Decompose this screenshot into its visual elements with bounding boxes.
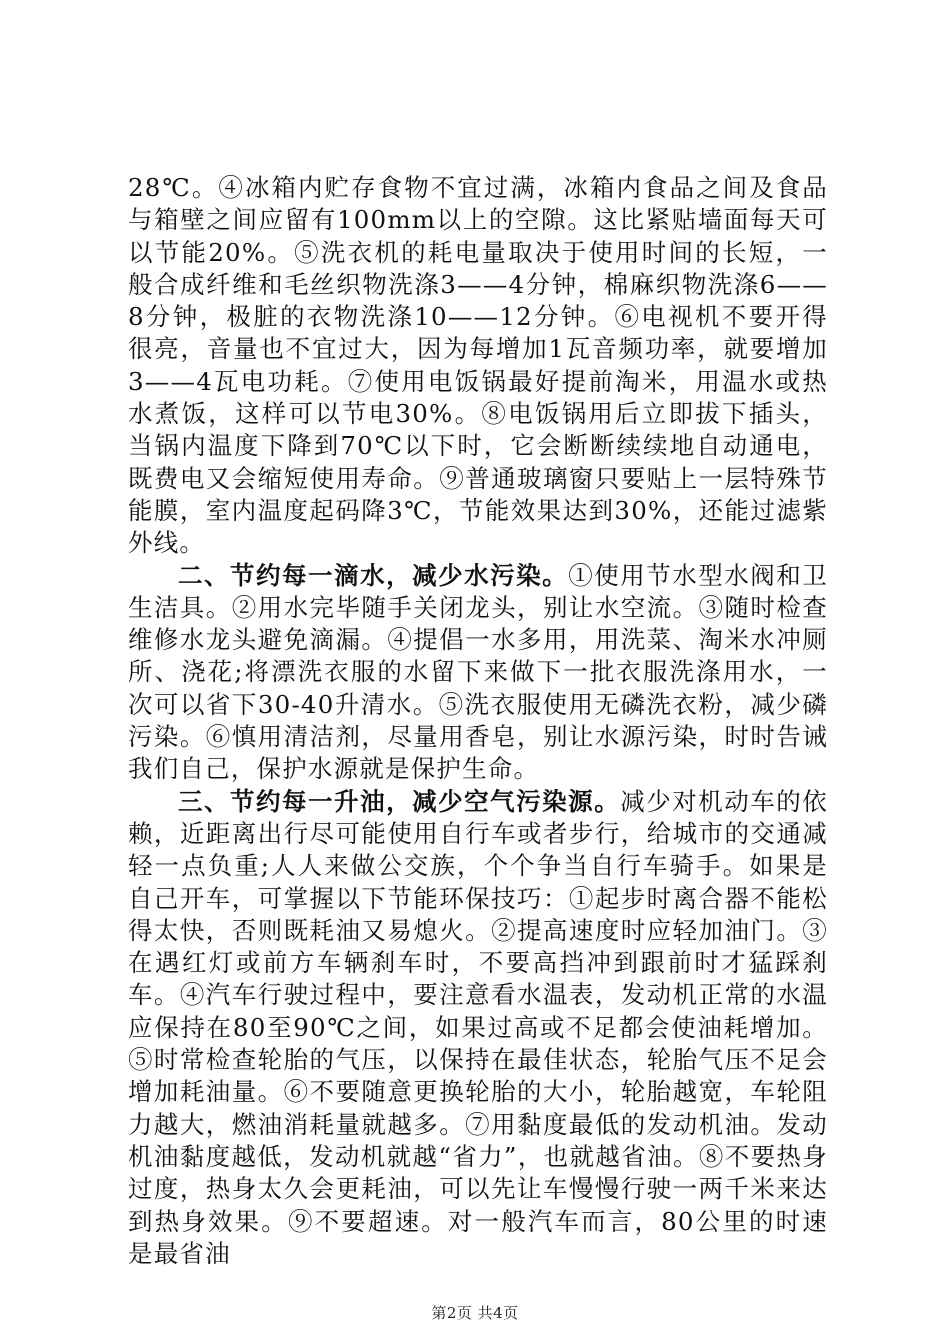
paragraph-text: ①使用节水型水阀和卫生洁具。②用水完毕随手关闭龙头，别让水空流。③随时检查维修水龙头避免滴漏。④提倡一水多用，用洗菜、淘米水冲厕所、浇花;将漂洗衣服的水留下来做下一批衣服洗涤用水，一次可以省下30-40升清水。⑤洗衣服使用无磷洗衣粉，减少磷污染。⑥慎用清洁剂，尽量用香皂，别让水源污染，时时告诫我们自己，保护水源就是保护生命。 [128,560,828,784]
page-number-footer: 第2页 共4页 [431,1304,519,1322]
paragraph-save-fuel [128,786,828,1270]
paragraph-text: 28℃。④冰箱内贮存食物不宜过满，冰箱内食品之间及食品与箱壁之间应留有100mm以上的空隙。这比紧贴墙面每天可以节能20%。⑤洗衣机的耗电量取决于使用时间的长短，一般合成纤维和毛丝织物洗涤3——4分钟，棉麻织物洗涤6——8分钟，极脏的衣物洗涤10——12分钟。⑥电视机不要开得很亮，音量也不宜过大，因为每增加1瓦音频功率，就要增加3——4瓦电功耗。⑦使用电饭锅最好提前淘米，用温水或热水煮饭，这样可以节电30%。⑧电饭锅用后立即拔下插头，当锅内温度下降到70℃以下时，它会断断续续地自动通电，既费电又会缩短使用寿命。⑨普通玻璃窗只要贴上一层特殊节能膜，室内温度起码降3℃，节能效果达到30%，还能过滤紫外线。 [128,173,828,558]
document-body [128,172,828,1270]
paragraph-text: 减少对机动车的依赖，近距离出行尽可能使用自行车或者步行，给城市的交通减轻一点负重;人人来做公交族，个个争当自行车骑手。如果是自己开车，可掌握以下节能环保技巧：①起步时离合器不能松得太快，否则既耗油又易熄火。②提高速度时应轻加油门。③在遇红灯或前方车辆刹车时，不要高挡冲到跟前时才猛踩刹车。④汽车行驶过程中，要注意看水温表，发动机正常的水温应保持在80至90℃之间，如果过高或不足都会使油耗增加。⑤时常检查轮胎的气压，以保持在最佳状态，轮胎气压不足会增加耗油量。⑥不要随意更换轮胎的大小，轮胎越宽，车轮阻力越大，燃油消耗量就越多。⑦用黏度最低的发动机油。发动机油黏度越低，发动机就越“省力”，也就越省油。⑧不要热身过度，热身太久会更耗油，可以先让车慢慢行驶一两千米来达到热身效果。⑨不要超速。对一般汽车而言，80公里的时速是最省油 [128,786,828,1268]
paragraph-save-water [128,560,828,786]
section-heading-fuel: 三、节约每一升油，减少空气污染源。 [178,786,621,816]
paragraph-household-electricity [128,172,828,560]
section-heading-water: 二、节约每一滴水，减少水污染。 [178,560,569,590]
